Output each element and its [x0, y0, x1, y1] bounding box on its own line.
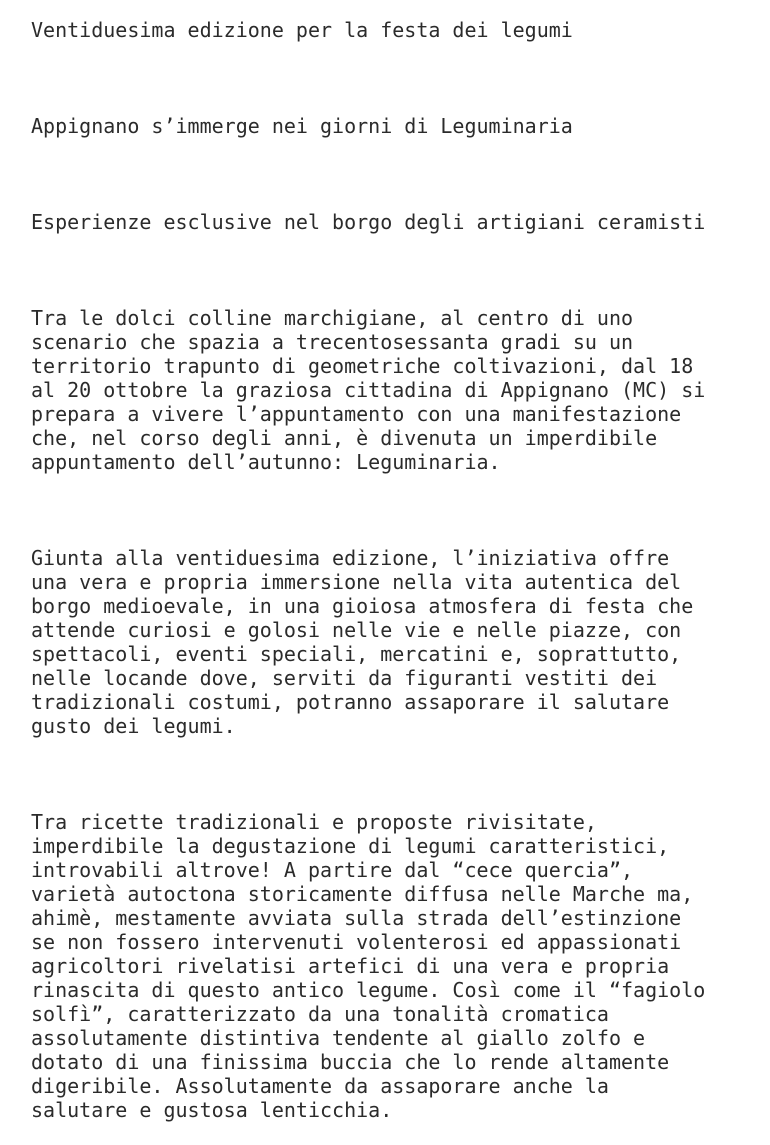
paragraph-line: che, nel corso degli anni, è divenuta un imperdibile	[31, 426, 658, 450]
paragraph-line: gusto dei legumi.	[31, 714, 236, 738]
paragraph-line: dotato di una finissima buccia che lo rende altamente	[31, 1050, 670, 1074]
paragraph-line: Giunta alla ventiduesima edizione, l’iniziativa offre	[31, 546, 670, 570]
paragraph-line: appuntamento dell’autunno: Leguminaria.	[31, 450, 501, 474]
paragraph-line: se non fossero intervenuti volenterosi ed appassionati	[31, 930, 682, 954]
paragraph-line: prepara a vivere l’appuntamento con una manifestazione	[31, 402, 682, 426]
paragraph-line: assolutamente distintiva tendente al giallo zolfo e	[31, 1026, 646, 1050]
paragraph-line: ahimè, mestamente avviata sulla strada dell’estinzione	[31, 906, 682, 930]
paragraph-line: Tra le dolci colline marchigiane, al centro di uno	[31, 306, 634, 330]
document-body	[31, 18, 751, 1122]
paragraph-line: attende curiosi e golosi nelle vie e nelle piazze, con	[31, 618, 682, 642]
paragraph-1	[31, 306, 751, 474]
paragraph-3	[31, 810, 751, 1122]
paragraph-line: territorio trapunto di geometriche coltivazioni, dal 18	[31, 354, 694, 378]
paragraph-line: introvabili altrove! A partire dal “cece quercia”,	[31, 858, 634, 882]
paragraph-line: Tra ricette tradizionali e proposte rivisitate,	[31, 810, 597, 834]
paragraph-line: rinascita di questo antico legume. Così come il “fagiolo	[31, 978, 706, 1002]
heading-3: Esperienze esclusive nel borgo degli artigiani ceramisti	[31, 210, 706, 234]
paragraph-line: imperdibile la degustazione di legumi caratteristici,	[31, 834, 670, 858]
paragraph-line: digeribile. Assolutamente da assaporare anche la	[31, 1074, 609, 1098]
paragraph-line: nelle locande dove, serviti da figuranti vestiti dei	[31, 666, 658, 690]
paragraph-line: salutare e gustosa lenticchia.	[31, 1098, 393, 1122]
paragraph-line: una vera e propria immersione nella vita autentica del	[31, 570, 682, 594]
paragraph-line: agricoltori rivelatisi artefici di una vera e propria	[31, 954, 670, 978]
paragraph-line: varietà autoctona storicamente diffusa nelle Marche ma,	[31, 882, 694, 906]
paragraph-2	[31, 546, 751, 738]
heading-1: Ventiduesima edizione per la festa dei legumi	[31, 18, 573, 42]
paragraph-line: al 20 ottobre la graziosa cittadina di Appignano (MC) si	[31, 378, 706, 402]
paragraph-line: solfì”, caratterizzato da una tonalità cromatica	[31, 1002, 609, 1026]
paragraph-line: tradizionali costumi, potranno assaporare il salutare	[31, 690, 670, 714]
heading-2: Appignano s’immerge nei giorni di Leguminaria	[31, 114, 573, 138]
paragraph-line: scenario che spazia a trecentosessanta gradi su un	[31, 330, 634, 354]
paragraph-line: borgo medioevale, in una gioiosa atmosfera di festa che	[31, 594, 694, 618]
paragraph-line: spettacoli, eventi speciali, mercatini e, soprattutto,	[31, 642, 682, 666]
